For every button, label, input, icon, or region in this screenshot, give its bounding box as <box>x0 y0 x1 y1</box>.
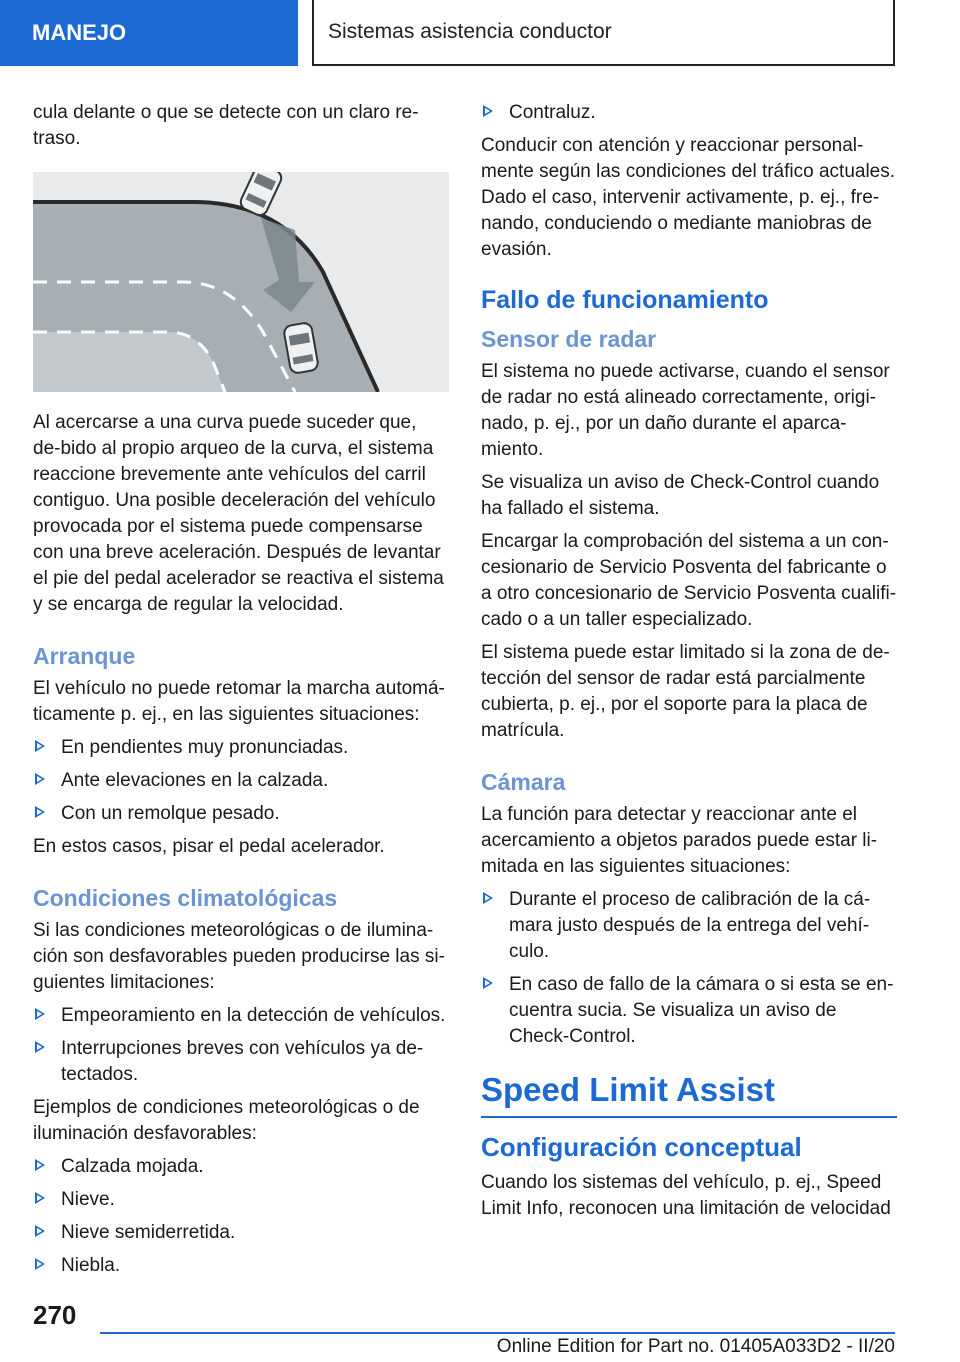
list-item: Contraluz. <box>481 100 897 126</box>
section-tab[interactable]: MANEJO <box>0 0 298 66</box>
paragraph: El vehículo no puede retomar la marcha automá-ticamente p. ej., en las siguientes situaciones: <box>33 678 445 725</box>
paragraph: Conducir con atención y reaccionar personal-mente según las condiciones del tráfico actuales. Dado el caso, intervenir activamente, p. ej., fre-nando, conduciendo o mediante maniobras de evasión. <box>481 135 896 260</box>
list-item: Durante el proceso de calibración de la cá-mara justo después de la entrega del vehí-culo. <box>481 887 897 965</box>
triangle-bullet-icon <box>35 773 45 785</box>
list-item: Niebla. <box>33 1253 449 1279</box>
bullet-list <box>481 887 897 1050</box>
triangle-bullet-icon <box>35 740 45 752</box>
triangle-bullet-icon <box>35 1008 45 1020</box>
bullet-list <box>33 1003 449 1088</box>
heading-radar: Sensor de radar <box>481 326 657 352</box>
heading-camara: Cámara <box>481 769 566 795</box>
triangle-bullet-icon <box>35 1192 45 1204</box>
bullet-list <box>481 100 897 126</box>
heading-speed-limit-assist: Speed Limit Assist <box>481 1070 897 1118</box>
heading-condiciones: Condiciones climatológicas <box>33 885 338 911</box>
paragraph: El sistema no puede activarse, cuando el sensor de radar no está alineado correctamente, origi-nado, p. ej., por un daño durante el aparca-miento. <box>481 361 890 460</box>
right-column <box>481 100 897 1229</box>
triangle-bullet-icon <box>483 892 493 904</box>
road-curve-image <box>33 172 449 392</box>
paragraph: Cuando los sistemas del vehículo, p. ej., Speed Limit Info, reconocen una limitación de velocidad <box>481 1172 891 1219</box>
list-item: En caso de fallo de la cámara o si esta se en-cuentra sucia. Se visualiza un aviso de Check-Control. <box>481 972 897 1050</box>
triangle-bullet-icon <box>35 806 45 818</box>
list-item: Calzada mojada. <box>33 1154 449 1180</box>
left-column <box>33 100 449 1286</box>
heading-arranque: Arranque <box>33 643 136 669</box>
paragraph: Encargar la comprobación del sistema a un con-cesionario de Servicio Posventa del fabricante o a otro concesionario de Servicio Posventa cualifi-cado o a un taller especializado. <box>481 531 897 630</box>
bullet-list <box>33 1154 449 1279</box>
list-item: Con un remolque pesado. <box>33 801 449 827</box>
paragraph: La función para detectar y reaccionar ante el acercamiento a objetos parados puede estar li-mitada en las siguientes situaciones: <box>481 804 878 877</box>
edition-footer: Online Edition for Part no. 01405A033D2 - II/20 <box>496 1336 895 1357</box>
list-item: En pendientes muy pronunciadas. <box>33 735 449 761</box>
list-item: Nieve semiderretida. <box>33 1220 449 1246</box>
triangle-bullet-icon <box>483 105 493 117</box>
curve-illustration <box>33 172 449 392</box>
heading-configuracion: Configuración conceptual <box>481 1132 802 1162</box>
bullet-list <box>33 735 449 827</box>
triangle-bullet-icon <box>35 1258 45 1270</box>
triangle-bullet-icon <box>35 1159 45 1171</box>
triangle-bullet-icon <box>35 1041 45 1053</box>
page-number: 270 <box>33 1300 77 1330</box>
list-item: Nieve. <box>33 1187 449 1213</box>
paragraph: Se visualiza un aviso de Check-Control cuando ha fallado el sistema. <box>481 472 880 519</box>
paragraph: Ejemplos de condiciones meteorológicas o de iluminación desfavorables: <box>33 1097 420 1144</box>
list-item: Empeoramiento en la detección de vehículos. <box>33 1003 449 1029</box>
paragraph: cula delante o que se detecte con un claro re-traso. <box>33 102 419 149</box>
paragraph: En estos casos, pisar el pedal acelerador. <box>33 836 385 857</box>
triangle-bullet-icon <box>35 1225 45 1237</box>
paragraph: Al acercarse a una curva puede suceder que, de-bido al propio arqueo de la curva, el sistema reaccione brevemente ante vehículos del carril contiguo. Una posible deceleración del vehículo provocada por el sistema puede compensarse con una breve aceleración. Después de levantar el pie del pedal acelerador se reactiva el sistema y se encarga de regular la velocidad. <box>33 412 444 615</box>
footer-divider <box>100 1332 895 1334</box>
heading-fallo: Fallo de funcionamiento <box>481 286 769 314</box>
triangle-bullet-icon <box>483 977 493 989</box>
chapter-title: Sistemas asistencia conductor <box>312 0 895 66</box>
paragraph: El sistema puede estar limitado si la zona de de-tección del sensor de radar está parcialmente cubierta, p. ej., por el soporte para la placa de matrícula. <box>481 642 890 741</box>
list-item: Interrupciones breves con vehículos ya de-tectados. <box>33 1036 449 1088</box>
page-header <box>0 0 960 70</box>
list-item: Ante elevaciones en la calzada. <box>33 768 449 794</box>
paragraph: Si las condiciones meteorológicas o de ilumina-ción son desfavorables pueden producirse las si-guientes limitaciones: <box>33 920 445 993</box>
